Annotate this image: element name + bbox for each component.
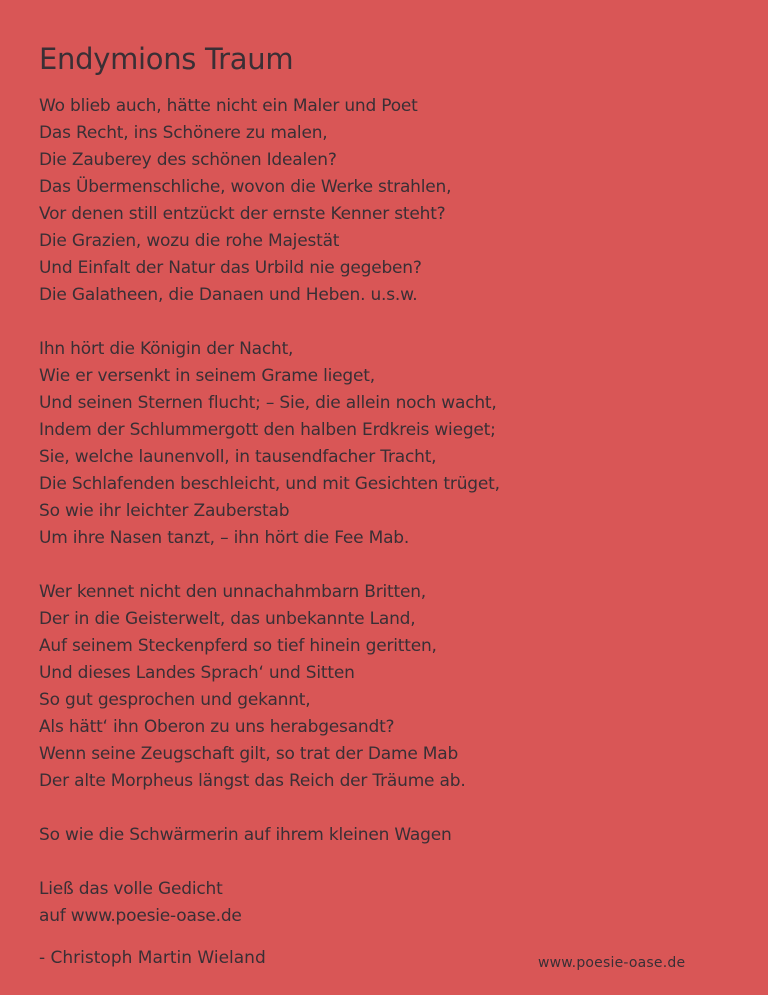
poem-line: Als hätt‘ ihn Oberon zu uns herabgesandt? <box>39 717 395 737</box>
poem-line: Die Schlafenden beschleicht, und mit Gesichten trüget, <box>39 474 500 494</box>
poem-line: Und dieses Landes Sprach‘ und Sitten <box>39 663 355 683</box>
poem-line: Indem der Schlummergott den halben Erdkreis wieget; <box>39 420 496 440</box>
full-poem-note <box>39 876 739 930</box>
footer-website-url: www.poesie-oase.de <box>538 955 686 971</box>
poem-line: Ließ das volle Gedicht <box>39 879 223 899</box>
poem-line: Der alte Morpheus längst das Reich der Träume ab. <box>39 771 466 791</box>
stanza-3 <box>39 579 739 795</box>
poem-line: Und seinen Sternen flucht; – Sie, die allein noch wacht, <box>39 393 497 413</box>
poem-line: Wo blieb auch, hätte nicht ein Maler und Poet <box>39 96 418 116</box>
poem-line: Sie, welche launenvoll, in tausendfacher Tracht, <box>39 447 437 467</box>
stanza-1 <box>39 93 739 309</box>
poem-line: So wie die Schwärmerin auf ihrem kleinen Wagen <box>39 825 452 845</box>
poem-line: auf www.poesie-oase.de <box>39 906 242 926</box>
poem-line: Der in die Geisterwelt, das unbekannte Land, <box>39 609 416 629</box>
poem-title: Endymions Traum <box>39 42 294 76</box>
poem-line: Um ihre Nasen tanzt, – ihn hört die Fee Mab. <box>39 528 410 548</box>
poem-line: Das Übermenschliche, wovon die Werke strahlen, <box>39 177 452 197</box>
poem-line: Vor denen still entzückt der ernste Kenner steht? <box>39 204 446 224</box>
poem-page <box>39 40 739 972</box>
poem-line: Ihn hört die Königin der Nacht, <box>39 339 294 359</box>
poem-line: Die Grazien, wozu die rohe Majestät <box>39 231 340 251</box>
poem-line: Auf seinem Steckenpferd so tief hinein geritten, <box>39 636 437 656</box>
poem-line: So gut gesprochen und gekannt, <box>39 690 311 710</box>
poem-line: Wer kennet nicht den unnachahmbarn Britten, <box>39 582 426 602</box>
stanza-2 <box>39 336 739 552</box>
poem-line: Und Einfalt der Natur das Urbild nie gegeben? <box>39 258 422 278</box>
stanza-4 <box>39 822 739 849</box>
poem-line: Wenn seine Zeugschaft gilt, so trat der Dame Mab <box>39 744 459 764</box>
poem-line: So wie ihr leichter Zauberstab <box>39 501 290 521</box>
poem-line: Die Galatheen, die Danaen und Heben. u.s.w. <box>39 285 418 305</box>
poem-line: Die Zauberey des schönen Idealen? <box>39 150 337 170</box>
poem-line: Wie er versenkt in seinem Grame lieget, <box>39 366 375 386</box>
poem-author: - Christoph Martin Wieland <box>39 948 266 968</box>
poem-line: Das Recht, ins Schönere zu malen, <box>39 123 328 143</box>
